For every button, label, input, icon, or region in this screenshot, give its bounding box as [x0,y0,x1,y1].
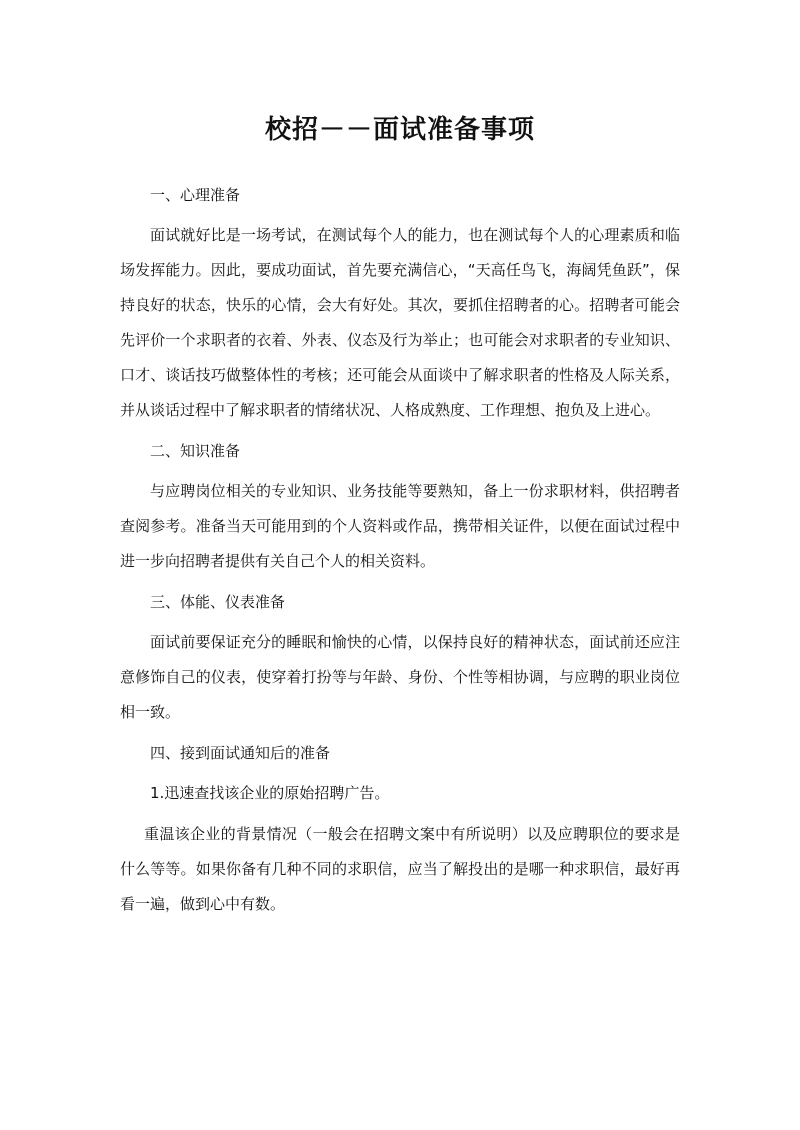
section-heading: 三、体能、仪表准备 [150,593,286,611]
section-notice [120,736,680,922]
body-paragraph: 重温该企业的背景情况（一般会在招聘文案中有所说明）以及应聘职位的要求是什么等等。如果你备有几种不同的求职信，应当了解投出的是哪一种求职信，最好再看一遍，做到心中有数。 [120,825,680,913]
body-paragraph: 面试前要保证充分的睡眠和愉快的心情，以保持良好的精神状态，面试前还应注意修饰自己的仪表，使穿着打扮等与年龄、身份、个性等相协调，与应聘的职业岗位相一致。 [120,633,680,721]
section-heading: 四、接到面试通知后的准备 [150,744,331,762]
body-paragraph: 1.迅速查找该企业的原始招聘广告。 [150,784,390,802]
document-title: 校招－－面试准备事项 [264,115,535,145]
body-paragraph: 面试就好比是一场考试，在测试每个人的能力，也在测试每个人的心理素质和临场发挥能力。因此，要成功面试，首先要充满信心，“天高任鸟飞，海阔凭鱼跃”，保持良好的状态，快乐的心情，会大有好处。其次，要抓住招聘者的心。招聘者可能会先评价一个求职者的衣着、外表、仪态及行为举止；也可能会对求职者的专业知识、口才、谈话技巧做整体性的考核；还可能会从面谈中了解求职者的性格及人际关系，并从谈话过程中了解求职者的情绪状况、人格成熟度、工作理想、抱负及上进心。 [120,226,680,419]
section-heading: 二、知识准备 [150,442,241,460]
section-knowledge [120,434,680,579]
section-psychological [120,178,680,428]
section-appearance [120,585,680,730]
section-heading: 一、心理准备 [150,186,241,204]
body-paragraph: 与应聘岗位相关的专业知识、业务技能等要熟知，备上一份求职材料，供招聘者查阅参考。准备当天可能用到的个人资料或作品，携带相关证件，以便在面试过程中进一步向招聘者提供有关自己个人的相关资料。 [120,482,680,570]
